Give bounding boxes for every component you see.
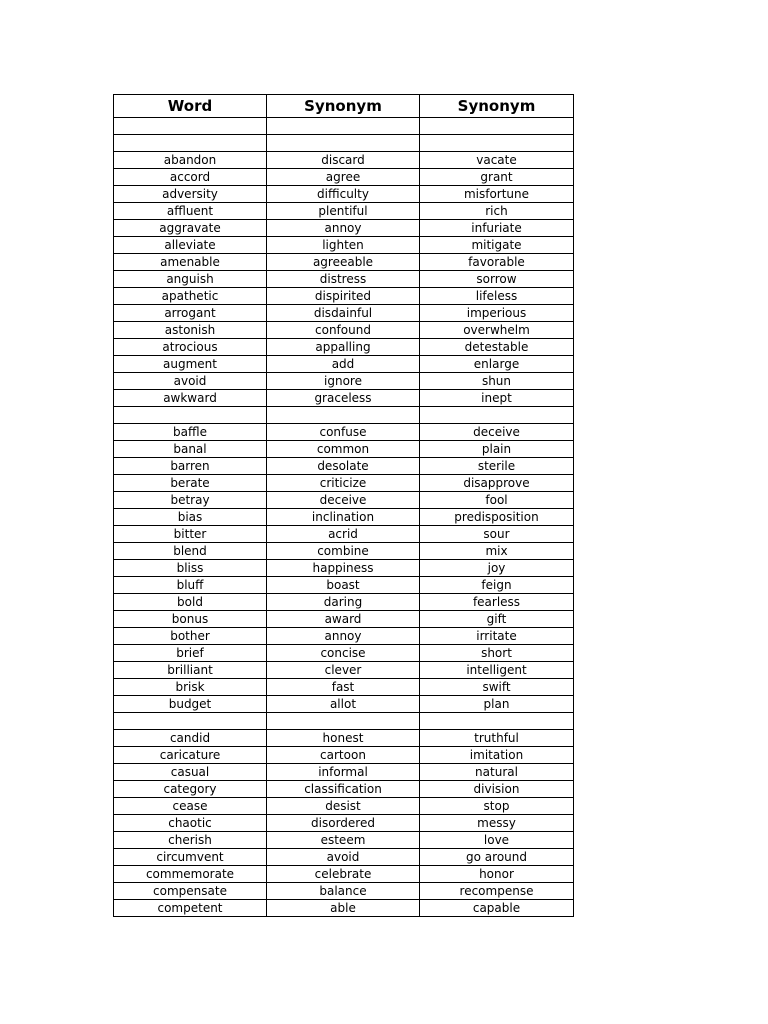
- synonym-2-cell: [420, 407, 574, 424]
- table-body: [114, 118, 574, 917]
- word-cell: blend: [114, 543, 267, 560]
- synonym-2-cell: natural: [420, 764, 574, 781]
- table-row: [114, 560, 574, 577]
- synonym-1-cell: able: [267, 900, 420, 917]
- synonym-2-cell: [420, 135, 574, 152]
- synonym-2-cell: sorrow: [420, 271, 574, 288]
- table-row: [114, 594, 574, 611]
- word-cell: brief: [114, 645, 267, 662]
- word-cell: cherish: [114, 832, 267, 849]
- table-row: [114, 339, 574, 356]
- synonym-1-cell: disdainful: [267, 305, 420, 322]
- word-cell: awkward: [114, 390, 267, 407]
- table-row: [114, 713, 574, 730]
- synonym-1-cell: happiness: [267, 560, 420, 577]
- word-cell: brilliant: [114, 662, 267, 679]
- synonym-1-cell: annoy: [267, 220, 420, 237]
- word-cell: bonus: [114, 611, 267, 628]
- table-row: [114, 288, 574, 305]
- synonym-1-cell: add: [267, 356, 420, 373]
- synonym-1-cell: honest: [267, 730, 420, 747]
- synonym-1-cell: plentiful: [267, 203, 420, 220]
- word-cell: banal: [114, 441, 267, 458]
- word-cell: caricature: [114, 747, 267, 764]
- synonym-2-cell: capable: [420, 900, 574, 917]
- synonym-2-cell: favorable: [420, 254, 574, 271]
- table-row: [114, 628, 574, 645]
- synonym-2-cell: irritate: [420, 628, 574, 645]
- synonym-1-cell: inclination: [267, 509, 420, 526]
- table-row: [114, 424, 574, 441]
- word-cell: amenable: [114, 254, 267, 271]
- synonym-2-cell: shun: [420, 373, 574, 390]
- synonym-2-cell: imitation: [420, 747, 574, 764]
- word-cell: accord: [114, 169, 267, 186]
- word-cell: bother: [114, 628, 267, 645]
- word-cell: [114, 118, 267, 135]
- table-row: [114, 645, 574, 662]
- word-cell: category: [114, 781, 267, 798]
- table-row: [114, 679, 574, 696]
- word-cell: arrogant: [114, 305, 267, 322]
- word-cell: avoid: [114, 373, 267, 390]
- synonym-1-cell: avoid: [267, 849, 420, 866]
- table-row: [114, 220, 574, 237]
- synonym-2-cell: fearless: [420, 594, 574, 611]
- synonym-2-cell: messy: [420, 815, 574, 832]
- table-row: [114, 152, 574, 169]
- synonym-1-cell: desist: [267, 798, 420, 815]
- synonym-2-cell: swift: [420, 679, 574, 696]
- table-row: [114, 509, 574, 526]
- word-cell: bluff: [114, 577, 267, 594]
- table-row: [114, 543, 574, 560]
- table-row: [114, 407, 574, 424]
- synonym-1-cell: boast: [267, 577, 420, 594]
- synonym-1-cell: award: [267, 611, 420, 628]
- table-row: [114, 356, 574, 373]
- synonym-1-cell: celebrate: [267, 866, 420, 883]
- synonym-2-cell: inept: [420, 390, 574, 407]
- synonym-2-cell: feign: [420, 577, 574, 594]
- synonym-2-cell: predisposition: [420, 509, 574, 526]
- word-cell: chaotic: [114, 815, 267, 832]
- synonym-2-cell: recompense: [420, 883, 574, 900]
- table-row: [114, 611, 574, 628]
- word-cell: [114, 407, 267, 424]
- table-row: [114, 900, 574, 917]
- synonym-1-cell: agreeable: [267, 254, 420, 271]
- synonym-1-cell: common: [267, 441, 420, 458]
- table-row: [114, 492, 574, 509]
- table-row: [114, 135, 574, 152]
- table-row: [114, 322, 574, 339]
- table-row: [114, 730, 574, 747]
- synonym-2-cell: gift: [420, 611, 574, 628]
- header-synonym-2: Synonym: [420, 95, 574, 118]
- table-row: [114, 662, 574, 679]
- synonym-2-cell: love: [420, 832, 574, 849]
- synonym-1-cell: ignore: [267, 373, 420, 390]
- synonym-2-cell: lifeless: [420, 288, 574, 305]
- synonym-1-cell: desolate: [267, 458, 420, 475]
- word-cell: bitter: [114, 526, 267, 543]
- word-cell: betray: [114, 492, 267, 509]
- table-row: [114, 764, 574, 781]
- synonym-2-cell: mitigate: [420, 237, 574, 254]
- synonym-2-cell: infuriate: [420, 220, 574, 237]
- table-row: [114, 203, 574, 220]
- synonym-1-cell: clever: [267, 662, 420, 679]
- word-cell: candid: [114, 730, 267, 747]
- word-cell: astonish: [114, 322, 267, 339]
- synonym-1-cell: classification: [267, 781, 420, 798]
- table-row: [114, 237, 574, 254]
- word-cell: adversity: [114, 186, 267, 203]
- synonym-1-cell: [267, 118, 420, 135]
- word-cell: barren: [114, 458, 267, 475]
- synonym-2-cell: plan: [420, 696, 574, 713]
- header-synonym-1: Synonym: [267, 95, 420, 118]
- synonym-1-cell: confuse: [267, 424, 420, 441]
- synonym-2-cell: vacate: [420, 152, 574, 169]
- word-cell: berate: [114, 475, 267, 492]
- table-row: [114, 577, 574, 594]
- synonym-1-cell: difficulty: [267, 186, 420, 203]
- table-row: [114, 254, 574, 271]
- synonym-2-cell: enlarge: [420, 356, 574, 373]
- synonym-1-cell: disordered: [267, 815, 420, 832]
- word-cell: augment: [114, 356, 267, 373]
- synonym-2-cell: division: [420, 781, 574, 798]
- synonym-1-cell: deceive: [267, 492, 420, 509]
- synonym-1-cell: daring: [267, 594, 420, 611]
- synonym-1-cell: balance: [267, 883, 420, 900]
- synonym-2-cell: detestable: [420, 339, 574, 356]
- synonym-1-cell: allot: [267, 696, 420, 713]
- synonym-2-cell: intelligent: [420, 662, 574, 679]
- table-row: [114, 475, 574, 492]
- word-cell: atrocious: [114, 339, 267, 356]
- synonym-2-cell: [420, 713, 574, 730]
- word-cell: budget: [114, 696, 267, 713]
- word-cell: brisk: [114, 679, 267, 696]
- synonym-1-cell: combine: [267, 543, 420, 560]
- synonym-2-cell: mix: [420, 543, 574, 560]
- table-row: [114, 169, 574, 186]
- table-row: [114, 849, 574, 866]
- table-row: [114, 373, 574, 390]
- table-row: [114, 866, 574, 883]
- synonym-1-cell: lighten: [267, 237, 420, 254]
- word-cell: bold: [114, 594, 267, 611]
- word-cell: abandon: [114, 152, 267, 169]
- synonym-2-cell: sour: [420, 526, 574, 543]
- synonym-2-cell: grant: [420, 169, 574, 186]
- word-cell: competent: [114, 900, 267, 917]
- word-cell: commemorate: [114, 866, 267, 883]
- synonym-1-cell: [267, 407, 420, 424]
- synonym-2-cell: deceive: [420, 424, 574, 441]
- synonym-1-cell: acrid: [267, 526, 420, 543]
- synonym-1-cell: [267, 713, 420, 730]
- synonym-1-cell: criticize: [267, 475, 420, 492]
- synonym-2-cell: overwhelm: [420, 322, 574, 339]
- synonym-1-cell: [267, 135, 420, 152]
- table-row: [114, 798, 574, 815]
- synonym-1-cell: appalling: [267, 339, 420, 356]
- table-row: [114, 781, 574, 798]
- word-cell: baffle: [114, 424, 267, 441]
- synonym-1-cell: cartoon: [267, 747, 420, 764]
- synonym-1-cell: esteem: [267, 832, 420, 849]
- table-row: [114, 390, 574, 407]
- synonym-table: [113, 94, 574, 917]
- synonym-2-cell: sterile: [420, 458, 574, 475]
- word-cell: bliss: [114, 560, 267, 577]
- synonym-2-cell: misfortune: [420, 186, 574, 203]
- word-cell: aggravate: [114, 220, 267, 237]
- word-cell: [114, 713, 267, 730]
- table-row: [114, 186, 574, 203]
- synonym-2-cell: disapprove: [420, 475, 574, 492]
- synonym-2-cell: fool: [420, 492, 574, 509]
- table-row: [114, 118, 574, 135]
- table-row: [114, 747, 574, 764]
- word-cell: bias: [114, 509, 267, 526]
- synonym-2-cell: [420, 118, 574, 135]
- table-row: [114, 832, 574, 849]
- synonym-1-cell: graceless: [267, 390, 420, 407]
- synonym-1-cell: distress: [267, 271, 420, 288]
- synonym-2-cell: rich: [420, 203, 574, 220]
- synonym-1-cell: concise: [267, 645, 420, 662]
- synonym-2-cell: honor: [420, 866, 574, 883]
- header-row: [114, 95, 574, 118]
- table-row: [114, 883, 574, 900]
- synonym-1-cell: annoy: [267, 628, 420, 645]
- word-cell: compensate: [114, 883, 267, 900]
- word-cell: affluent: [114, 203, 267, 220]
- word-cell: apathetic: [114, 288, 267, 305]
- synonym-2-cell: stop: [420, 798, 574, 815]
- synonym-2-cell: go around: [420, 849, 574, 866]
- synonym-2-cell: short: [420, 645, 574, 662]
- table-row: [114, 271, 574, 288]
- table-row: [114, 815, 574, 832]
- word-cell: alleviate: [114, 237, 267, 254]
- table-row: [114, 526, 574, 543]
- synonym-1-cell: discard: [267, 152, 420, 169]
- word-cell: circumvent: [114, 849, 267, 866]
- synonym-2-cell: truthful: [420, 730, 574, 747]
- header-word: Word: [114, 95, 267, 118]
- synonym-1-cell: informal: [267, 764, 420, 781]
- synonym-1-cell: agree: [267, 169, 420, 186]
- synonym-1-cell: dispirited: [267, 288, 420, 305]
- word-cell: cease: [114, 798, 267, 815]
- table-row: [114, 696, 574, 713]
- table-row: [114, 458, 574, 475]
- synonym-1-cell: fast: [267, 679, 420, 696]
- word-cell: casual: [114, 764, 267, 781]
- synonym-2-cell: plain: [420, 441, 574, 458]
- word-cell: [114, 135, 267, 152]
- synonym-1-cell: confound: [267, 322, 420, 339]
- table-row: [114, 305, 574, 322]
- word-cell: anguish: [114, 271, 267, 288]
- synonym-2-cell: joy: [420, 560, 574, 577]
- synonym-2-cell: imperious: [420, 305, 574, 322]
- table-row: [114, 441, 574, 458]
